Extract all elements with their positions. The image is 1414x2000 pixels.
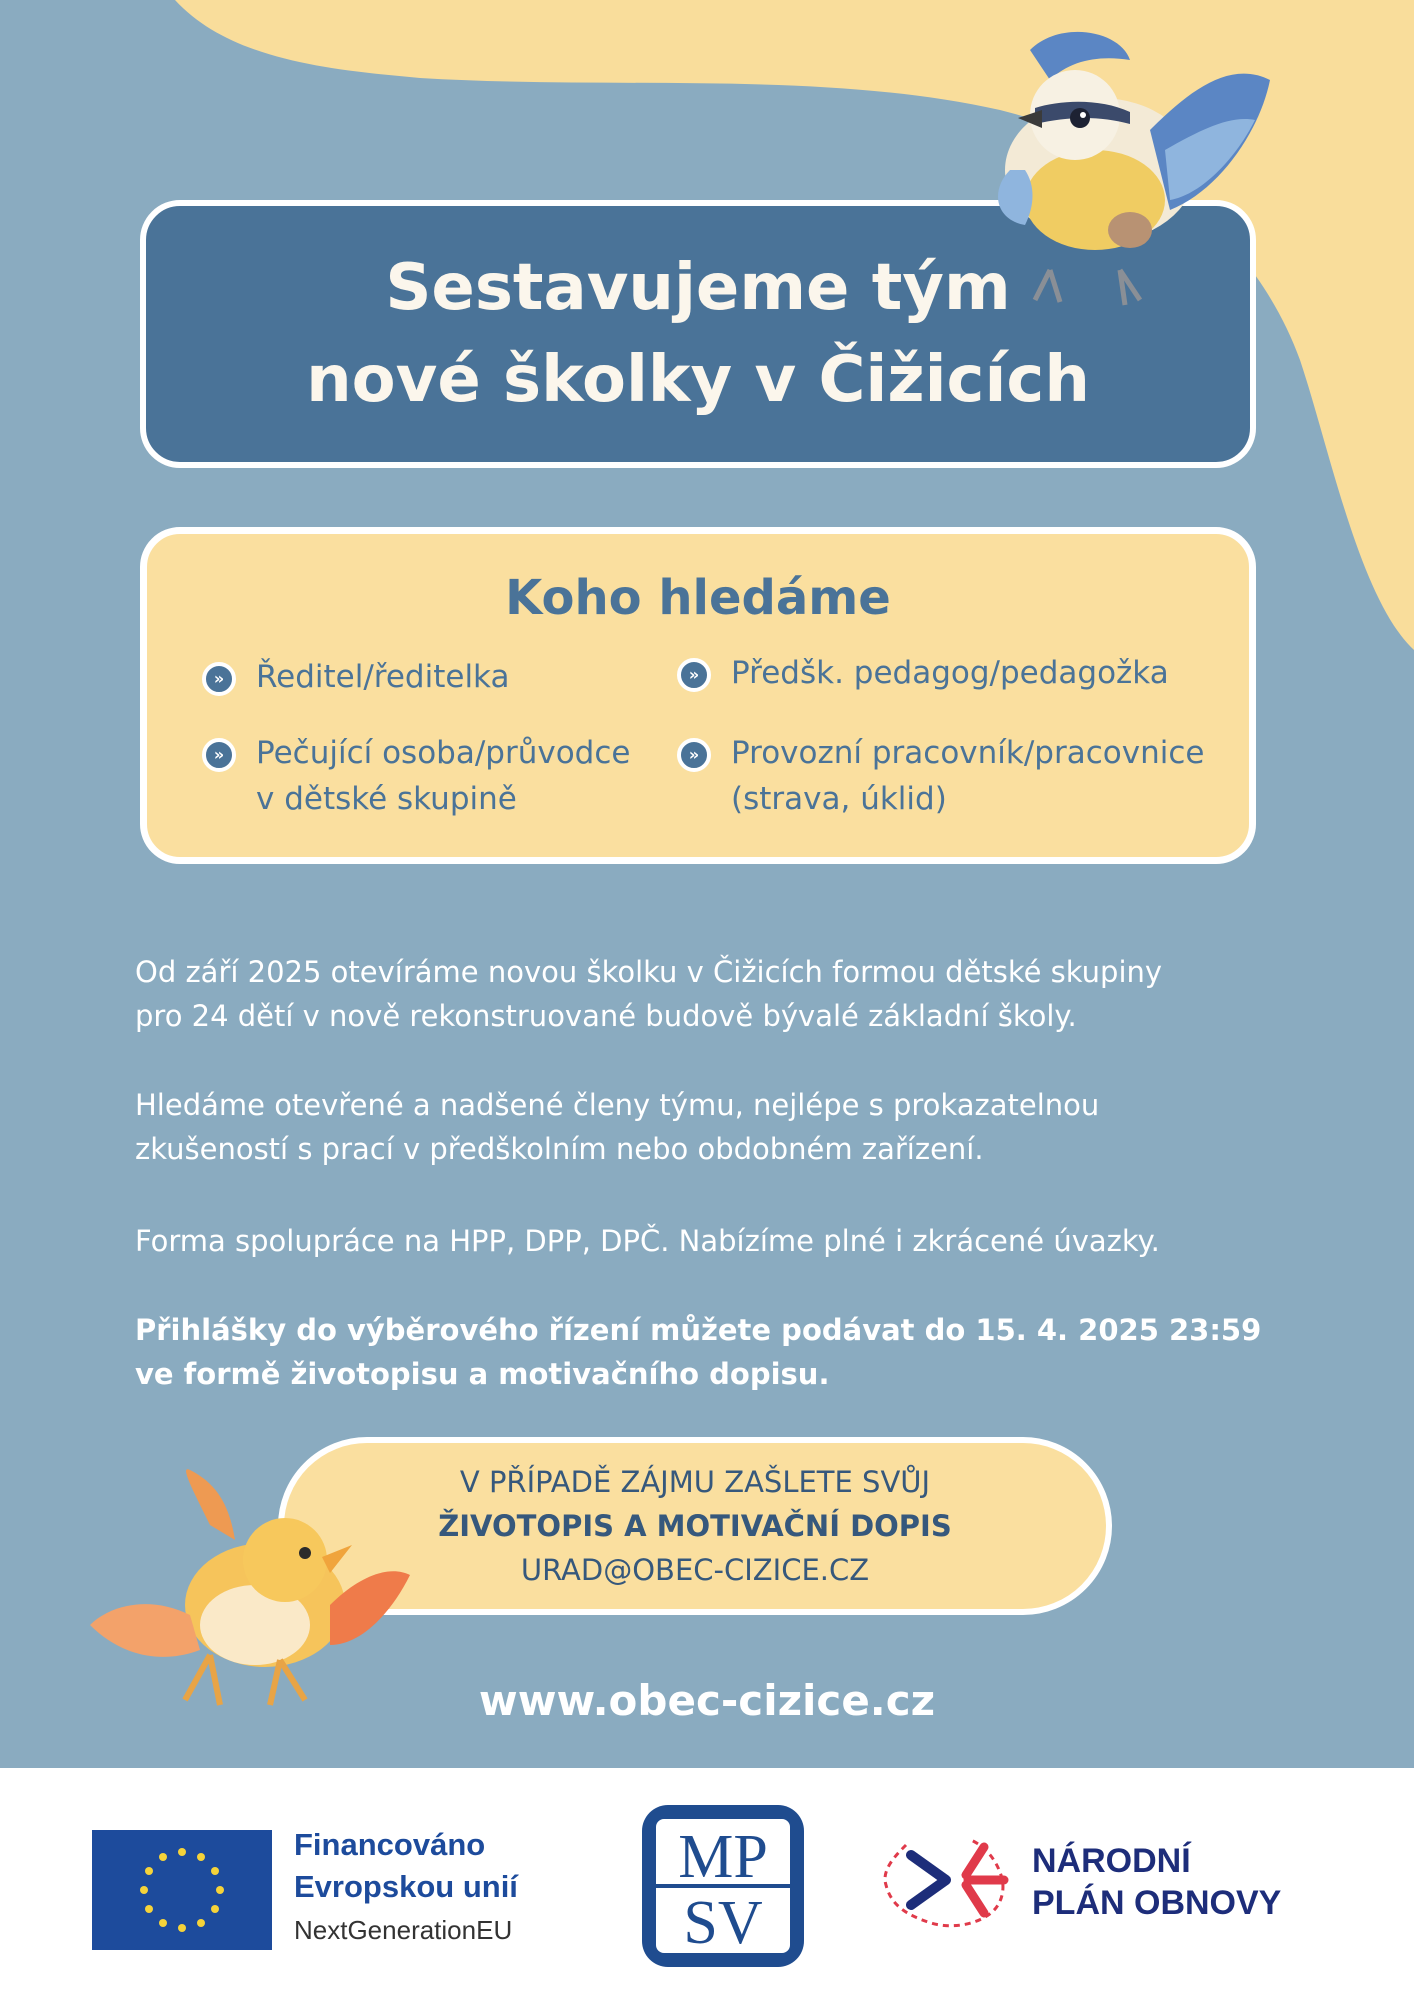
role-label: Předšk. pedagog/pedagožka [731, 655, 1169, 691]
role-label-line-2: v dětské skupině [256, 781, 517, 817]
page-title-line-2: nové školky v Čižicích [306, 343, 1090, 417]
eu-line-3: NextGenerationEU [294, 1915, 513, 1945]
blue-tit-illustration [980, 20, 1280, 310]
website-link[interactable]: www.obec-cizice.cz [478, 1676, 936, 1725]
role-item-director [202, 654, 509, 700]
team-line-2: zkušeností s prací v předškolním nebo obdobném zařízení. [135, 1132, 984, 1166]
role-item-preschool-teacher [677, 650, 1169, 696]
double-chevron-right-icon: » [677, 658, 711, 692]
contact-email-link[interactable]: URAD@OBEC-CIZICE.CZ [520, 1553, 870, 1587]
npo-text [1032, 1840, 1281, 1924]
double-chevron-right-icon: » [677, 738, 711, 772]
role-label: Provozní pracovník/pracovnice [731, 735, 1205, 771]
intro-paragraph [135, 950, 1285, 1038]
double-chevron-right-icon: » [202, 738, 236, 772]
team-paragraph [135, 1083, 1285, 1171]
npo-line-1: NÁRODNÍ [1032, 1842, 1191, 1880]
contact-line-1: V PŘÍPADĚ ZÁJMU ZAŠLETE SVŮJ [459, 1465, 931, 1499]
npo-line-2: PLÁN OBNOVY [1032, 1884, 1282, 1922]
role-label: Ředitel/ředitelka [256, 659, 510, 695]
team-line-1: Hledáme otevřené a nadšené členy týmu, nejlépe s prokazatelnou [135, 1088, 1100, 1122]
mpsv-top-text: MP [678, 1823, 768, 1891]
contact-line-2: ŽIVOTOPIS A MOTIVAČNÍ DOPIS [438, 1509, 952, 1543]
double-chevron-right-icon: » [202, 662, 236, 696]
eu-line-2: Evropskou unií [294, 1869, 518, 1904]
roles-heading: Koho hledáme [505, 570, 891, 626]
npo-logo-mark [876, 1825, 1026, 1935]
role-item-caregiver [202, 730, 630, 822]
eu-line-1: Financováno [294, 1827, 486, 1862]
intro-line-2: pro 24 dětí v nově rekonstruované budově bývalé základní školy. [135, 999, 1077, 1033]
deadline-paragraph [135, 1308, 1285, 1396]
role-label: Pečující osoba/průvodce [256, 735, 631, 771]
page-title-line-1: Sestavujeme tým [385, 251, 1011, 325]
contract-paragraph [135, 1219, 1285, 1263]
intro-line-1: Od září 2025 otevíráme novou školku v Čižicích formou dětské skupiny [135, 955, 1163, 989]
eu-stars-icon [92, 1830, 272, 1950]
roles-box [140, 527, 1256, 864]
deadline-line-1: Přihlášky do výběrového řízení můžete podávat do 15. 4. 2025 23:59 [135, 1313, 1262, 1347]
deadline-line-2: ve formě životopisu a motivačního dopisu. [135, 1357, 830, 1391]
role-label-line-2: (strava, úklid) [731, 781, 947, 817]
eu-funding-text [294, 1824, 518, 1952]
mpsv-logo [640, 1803, 806, 1969]
eu-flag-logo [92, 1830, 272, 1950]
mpsv-bottom-text: SV [683, 1889, 763, 1957]
role-item-operations-worker [677, 730, 1204, 822]
contract-line: Forma spolupráce na HPP, DPP, DPČ. Nabízíme plné i zkrácené úvazky. [135, 1224, 1160, 1258]
